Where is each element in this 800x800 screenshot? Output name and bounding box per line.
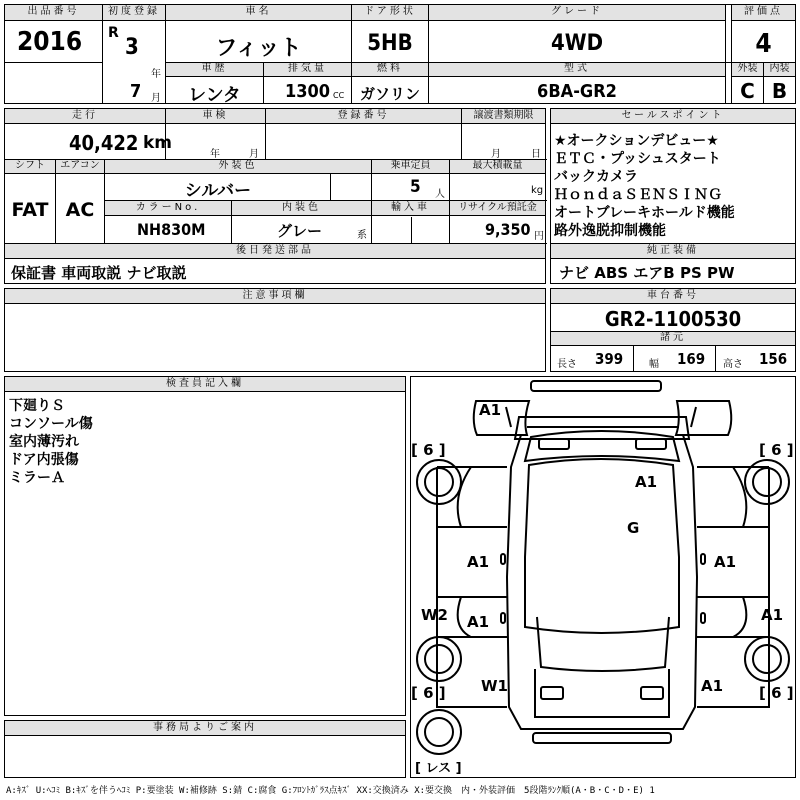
width-label: 幅 [649,359,659,370]
height: 156 [759,350,788,368]
first-reg-month: 7 [130,81,142,102]
history: レンタ [188,85,241,106]
int-grade: B [771,79,788,103]
first-reg-header: 初度登録 [103,5,165,21]
height-label: 高さ [723,359,743,370]
selling-points-box [550,108,796,284]
year-unit: 年 [151,69,161,80]
transfer-day-unit: 日 [531,149,541,160]
ext-grade: C [740,79,755,103]
recycle-amount: 9,350 [485,220,531,239]
header-box [4,4,796,104]
inspector-line: ドア内張傷 [9,452,79,468]
capacity-unit: 人 [435,189,445,200]
grade: 4WD [550,31,604,56]
reg-no-header: 登録番号 [266,109,461,124]
later-parts-value: 保証書 車両取説 ナビ取説 [11,264,187,282]
inspection-year-unit: 年 [210,149,220,160]
fuel: ガソリン [359,85,420,103]
color-no-header: カラーNo. [105,201,231,216]
selling-point-line: ★オークションデビュー★ [554,133,719,149]
displacement-unit: CC [333,91,345,100]
legend: A:ｷｽﾞ U:ﾍｺﾐ B:ｷｽﾞを伴うﾍｺﾐ P:要塗装 W:補修跡 S:錆 C:腐食 G:ﾌﾛﾝﾄｶﾞﾗｽ点ｷｽﾞ XX:交換済み X:要交換 内・外装評価 5段階ﾗﾝｸ順(A・B・C・D・E) 1 [6,786,655,796]
inspection-month-unit: 月 [249,149,259,160]
spare-tire-status: [ レス ] [415,761,462,776]
vehicle-details-box [4,108,546,284]
damage-mark: A1 [635,473,658,491]
recycle-unit: 円 [534,231,544,242]
length: 399 [595,350,624,368]
office-header: 事務局よりご案内 [5,721,405,736]
tire-front-left: [ 6 ] [411,441,446,459]
damage-mark: G [627,519,640,537]
score-header: 評価点 [732,5,795,21]
displacement: 1300 [285,81,331,102]
selling-point-line: ＨｏｎｄａＳＥＮＳＩＮＧ [554,187,722,203]
transfer-month-unit: 月 [491,149,501,160]
damage-diagram-box [410,376,796,778]
max-load-header: 最大積載量 [450,160,545,174]
selling-point-line: バックカメラ [554,169,638,185]
specs-header: 諸元 [551,332,795,346]
model-header: 型式 [429,63,725,77]
capacity-header: 乗車定員 [372,160,449,174]
first-reg-year: 3 [125,35,139,60]
inspector-box [4,376,406,716]
damage-mark: A1 [467,553,490,571]
car-outline-diagram [411,377,795,777]
damage-mark: W2 [421,606,448,624]
displacement-header: 排気量 [264,63,351,77]
aircon-header: エアコン [56,160,104,174]
notes-box [4,288,546,372]
width: 169 [677,350,706,368]
int-grade-header: 内装 [764,63,795,77]
ext-color-header: 外装色 [105,160,371,174]
era: R [108,25,119,41]
tire-front-right: [ 6 ] [759,441,794,459]
mileage: 40,422 [69,131,139,155]
chassis-header: 車台番号 [551,289,795,304]
inspector-line: コンソール傷 [9,416,93,432]
grade-header: グレード [429,5,725,21]
ext-color: シルバー [184,181,252,201]
int-color: グレー [277,222,323,240]
inspector-line: 室内薄汚れ [9,434,79,450]
length-label: 長さ [557,359,577,370]
later-parts-header: 後日発送部品 [5,244,545,259]
import-header: 輸入車 [372,201,449,216]
selling-point-line: オートブレーキホールド機能 [554,205,735,221]
int-color-header: 内装色 [232,201,371,216]
damage-mark: A1 [714,553,737,571]
genuine-equipment-header: 純正装備 [551,244,795,259]
selling-point-line: ＥＴＣ・プッシュスタート [554,151,721,167]
shift: FAT [11,199,49,221]
tire-rear-right: [ 6 ] [759,684,794,702]
damage-mark: A1 [701,677,724,695]
history-header: 車歴 [166,63,263,77]
inspector-line: ミラーＡ [9,470,65,486]
inspection-header: 車検 [166,109,265,124]
score: 4 [755,29,772,59]
aircon: AC [65,199,95,221]
damage-mark: A1 [761,606,784,624]
mileage-unit: km [143,133,173,153]
capacity: 5 [410,177,421,197]
mileage-header: 走行 [5,109,165,124]
inspector-line: 下廻りＳ [9,398,65,414]
tire-rear-left: [ 6 ] [411,684,446,702]
recycle-header: リサイクル預託金 [450,201,545,216]
shift-header: シフト [5,160,55,174]
inspector-header: 検査員記入欄 [5,377,405,392]
damage-mark: W1 [481,677,508,695]
lot-number-header: 出品番号 [5,5,102,21]
door-type: 5HB [367,31,413,56]
office-box [4,720,406,778]
month-unit: 月 [151,93,161,104]
int-color-unit: 系 [357,230,367,241]
selling-points-header: セールスポイント [551,109,795,124]
model: 6BA-GR2 [537,81,617,102]
transfer-header: 譲渡書類期限 [462,109,545,124]
chassis-number: GR2-1100530 [604,307,742,331]
ext-grade-header: 外装 [732,63,763,77]
selling-point-line: 路外逸脱抑制機能 [554,223,666,239]
genuine-equipment-value: ナビ ABS エアB PS PW [559,264,735,282]
damage-mark: A1 [467,613,490,631]
door-header: ドア形状 [352,5,428,21]
max-load-unit: kg [531,185,544,196]
car-name-header: 車名 [166,5,351,21]
chassis-box [550,288,796,372]
color-no: NH830M [137,220,206,239]
lot-number: 2016 [17,27,83,57]
car-name: フィット [215,36,302,61]
fuel-header: 燃料 [352,63,428,77]
damage-mark: A1 [479,401,502,419]
notes-header: 注意事項欄 [5,289,545,304]
